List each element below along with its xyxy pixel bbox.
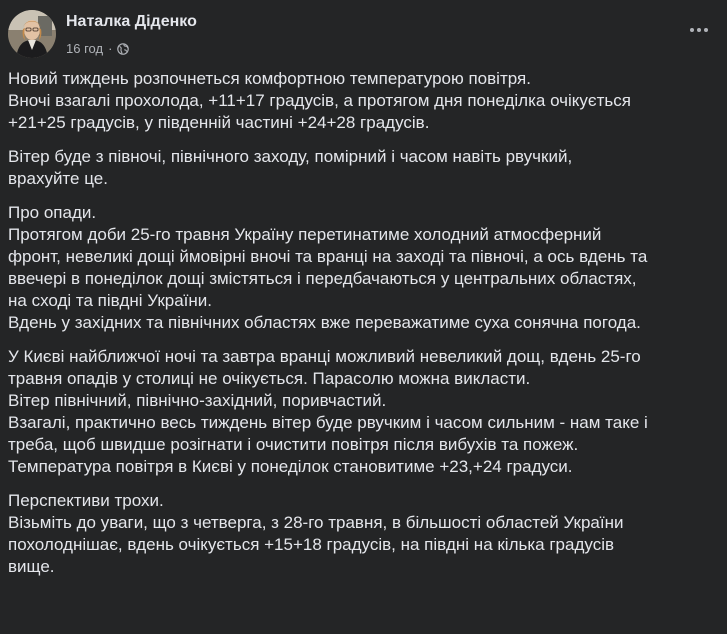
more-dots-icon [687, 26, 711, 34]
text-line: Температура повітря в Києві у понеділок становитиме +23,+24 градуси. [8, 457, 573, 476]
text-line: Протягом доби 25-го травня Україну перетинатиме холодний атмосферний [8, 225, 602, 244]
text-line: травня опадів у столиці не очікується. Парасолю можна викласти. [8, 369, 531, 388]
text-line: Вночі взагалі прохолода, +11+17 градусів, а протягом дня понеділка очікується [8, 91, 631, 110]
author-name[interactable]: Наталка Діденко [66, 13, 197, 30]
text-line: врахуйте це. [8, 169, 108, 188]
text-line: Взагалі, практично весь тиждень вітер буде рвучким і часом сильним - нам таке і [8, 413, 648, 432]
text-line: Візьміть до уваги, що з четверга, з 28-го травня, в більшості областей України [8, 513, 624, 532]
text-line: +21+25 градусів, у південній частині +24+28 градусів. [8, 113, 430, 132]
text-line: Новий тиждень розпочнеться комфортною температурою повітря. [8, 69, 531, 88]
paragraph-4 [8, 346, 719, 478]
text-line: У Києві найближчої ночі та завтра вранці можливий невеликий дощ, вдень 25-го [8, 347, 641, 366]
post-timestamp[interactable]: 16 год [66, 41, 104, 56]
post-text [8, 68, 719, 590]
text-line: Перспективи трохи. [8, 491, 164, 510]
globe-icon[interactable] [117, 43, 129, 55]
text-line: Вітер північний, північно-західний, поривчастий. [8, 391, 387, 410]
meta-separator: · [108, 41, 113, 56]
text-line: ввечері в понеділок дощі змістяться і передбачаються у центральних областях, [8, 269, 637, 288]
post-meta [66, 41, 129, 56]
paragraph-3 [8, 202, 719, 334]
avatar[interactable] [8, 10, 56, 58]
text-line: на сході та півдні України. [8, 291, 212, 310]
text-line: фронт, невеликі дощі ймовірні вночі та вранці на заході та півночі, а ось вдень та [8, 247, 648, 266]
more-options-button[interactable] [683, 18, 715, 42]
text-line: Вітер буде з півночі, північного заходу, помірний і часом навіть рвучкий, [8, 147, 573, 166]
text-line: треба, щоб швидше розігнати і очистити повітря після вибухів та пожеж. [8, 435, 579, 454]
avatar-photo [8, 10, 56, 58]
text-line: похолоднішає, вдень очікується +15+18 градусів, на півдні на кілька градусів [8, 535, 614, 554]
post-header [8, 8, 719, 64]
paragraph-1 [8, 68, 719, 134]
text-line: вище. [8, 557, 55, 576]
text-line: Вдень у західних та північних областях вже переважатиме суха сонячна погода. [8, 313, 641, 332]
paragraph-5 [8, 490, 719, 578]
text-line: Про опади. [8, 203, 97, 222]
paragraph-2 [8, 146, 719, 190]
